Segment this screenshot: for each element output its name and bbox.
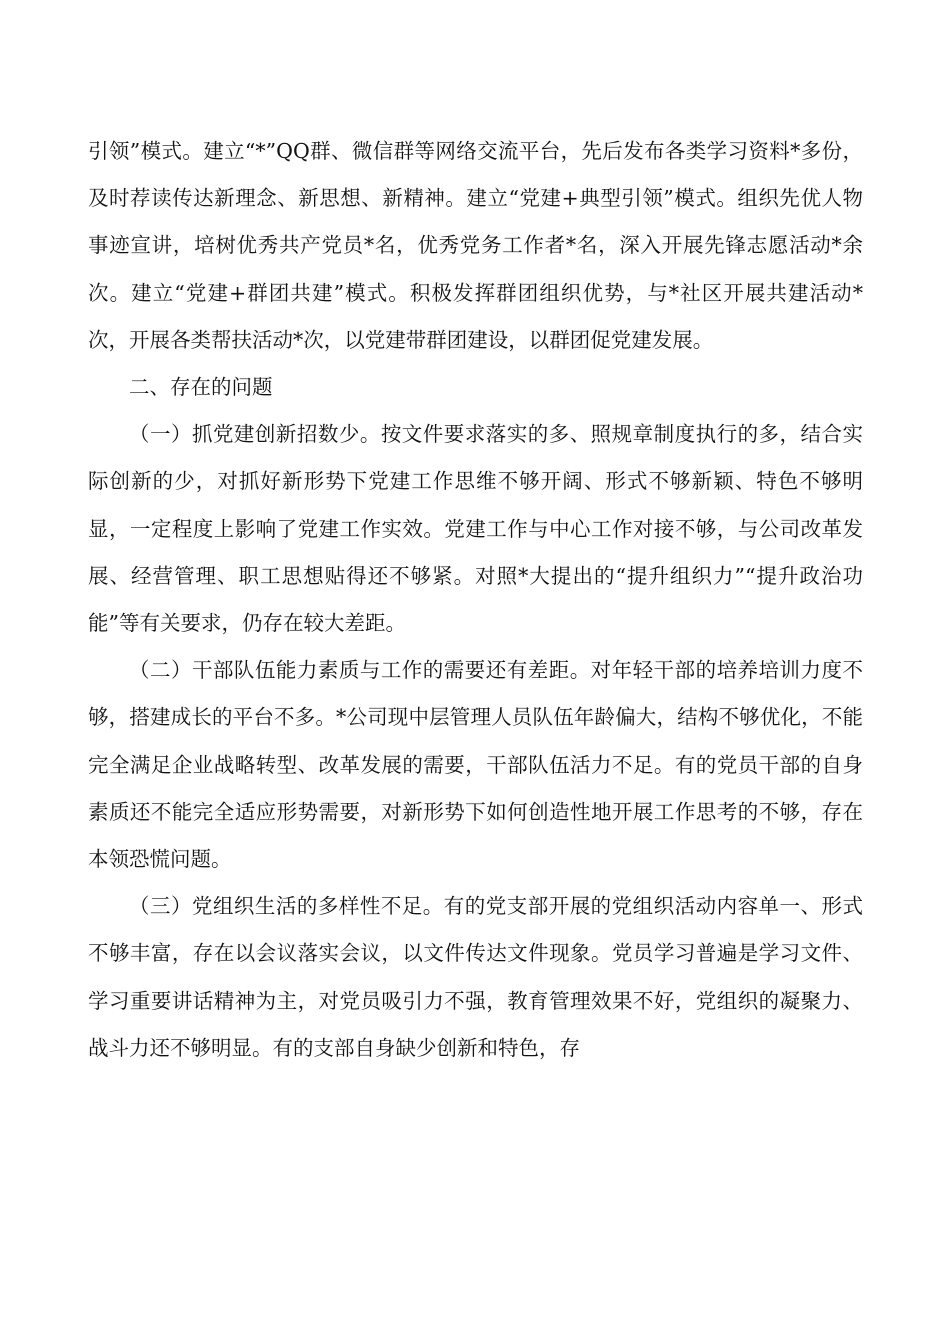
paragraph-problem-3: （三）党组织生活的多样性不足。有的党支部开展的党组织活动内容单一、形式不够丰富，存在以会议落实会议，以文件传达文件现象。党员学习普遍是学习文件、学习重要讲话精神为主，对党员吸引力不强，教育管理效果不好，党组织的凝聚力、战斗力还不够明显。有的支部自身缺少创新和特色，存 <box>88 894 863 1060</box>
paragraph-party-building-models: 引领”模式。建立“*”QQ群、微信群等网络交流平台，先后发布各类学习资料*多份，及时荐读传达新理念、新思想、新精神。建立“党建+典型引领”模式。组织先优人物事迹宣讲，培树优秀共产党员*名，优秀党务工作者*名，深入开展先锋志愿活动*余次。建立“党建+群团共建”模式。积极发挥群团组织优势，与*社区开展共建活动*次，开展各类帮扶活动*次，以党建带群团建设，以群团促党建发展。 <box>88 139 863 352</box>
document-page <box>88 128 863 1072</box>
paragraph-problem-1: （一）抓党建创新招数少。按文件要求落实的多、照规章制度执行的多，结合实际创新的少，对抓好新形势下党建工作思维不够开阔、形式不够新颖、特色不够明显，一定程度上影响了党建工作实效。党建工作与中心工作对接不够，与公司改革发展、经营管理、职工思想贴得还不够紧。对照*大提出的“提升组织力”“提升政治功能”等有关要求，仍存在较大差距。 <box>88 422 863 636</box>
section-heading-existing-problems: 二、存在的问题 <box>129 375 273 400</box>
paragraph-problem-2: （二）干部队伍能力素质与工作的需要还有差距。对年轻干部的培养培训力度不够，搭建成长的平台不多。*公司现中层管理人员队伍年龄偏大，结构不够优化，不能完全满足企业战略转型、改革发展的需要，干部队伍活力不足。有的党员干部的自身素质还不能完全适应形势需要，对新形势下如何创造性地开展工作思考的不够，存在本领恐慌问题。 <box>88 658 863 872</box>
